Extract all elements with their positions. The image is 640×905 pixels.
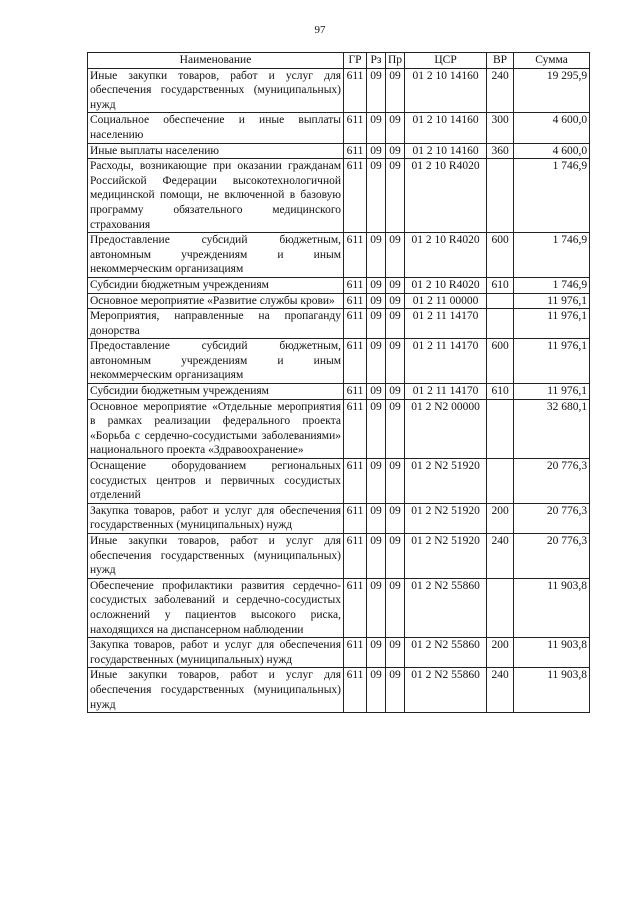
- row-rz: 09: [367, 339, 386, 384]
- row-pr: 09: [386, 339, 405, 384]
- row-csr: 01 2 10 R4020: [405, 159, 487, 233]
- table-row: [88, 233, 590, 278]
- row-csr: 01 2 11 14170: [405, 339, 487, 384]
- row-name: Иные закупки товаров, работ и услуг для обеспечения государственных (муниципальных) нужд: [88, 534, 344, 579]
- row-csr: 01 2 10 14160: [405, 68, 487, 113]
- row-rz: 09: [367, 459, 386, 504]
- row-name: Иные выплаты населению: [88, 143, 344, 159]
- row-vr: 200: [487, 638, 514, 668]
- header-csr: ЦСР: [405, 53, 487, 69]
- row-rz: 09: [367, 113, 386, 143]
- row-pr: 09: [386, 309, 405, 339]
- row-rz: 09: [367, 638, 386, 668]
- row-name: Обеспечение профилактики развития сердечно-сосудистых заболеваний и сердечно-сосудистых осложнений у пациентов высокого риска, находящихся на диспансерном наблюдении: [88, 578, 344, 637]
- row-name: Иные закупки товаров, работ и услуг для обеспечения государственных (муниципальных) нужд: [88, 68, 344, 113]
- row-gr: 611: [344, 159, 367, 233]
- row-gr: 611: [344, 113, 367, 143]
- row-pr: 09: [386, 233, 405, 278]
- row-pr: 09: [386, 159, 405, 233]
- row-name: Субсидии бюджетным учреждениям: [88, 277, 344, 293]
- row-sum: 4 600,0: [514, 143, 590, 159]
- row-csr: 01 2 10 R4020: [405, 277, 487, 293]
- row-name: Основное мероприятие «Развитие службы крови»: [88, 293, 344, 309]
- row-vr: [487, 399, 514, 458]
- row-csr: 01 2 N2 00000: [405, 399, 487, 458]
- table-header-row: [88, 53, 590, 69]
- table-row: [88, 309, 590, 339]
- row-pr: 09: [386, 143, 405, 159]
- row-rz: 09: [367, 309, 386, 339]
- table-row: [88, 113, 590, 143]
- row-gr: 611: [344, 578, 367, 637]
- row-rz: 09: [367, 578, 386, 637]
- row-rz: 09: [367, 277, 386, 293]
- row-name: Закупка товаров, работ и услуг для обеспечения государственных (муниципальных) нужд: [88, 503, 344, 533]
- header-vr: ВР: [487, 53, 514, 69]
- header-name: Наименование: [88, 53, 344, 69]
- table-row: [88, 638, 590, 668]
- row-vr: 600: [487, 233, 514, 278]
- row-pr: 09: [386, 277, 405, 293]
- row-name: Предоставление субсидий бюджетным, автономным учреждениям и иным некоммерческим организациям: [88, 339, 344, 384]
- row-sum: 32 680,1: [514, 399, 590, 458]
- row-vr: 610: [487, 277, 514, 293]
- row-pr: 09: [386, 459, 405, 504]
- row-gr: 611: [344, 384, 367, 400]
- row-gr: 611: [344, 459, 367, 504]
- row-name: Основное мероприятие «Отдельные мероприятия в рамках реализации федерального проекта «Борьба с сердечно-сосудистыми заболеваниями» национального проекта «Здравоохранение»: [88, 399, 344, 458]
- row-pr: 09: [386, 503, 405, 533]
- row-name: Социальное обеспечение и иные выплаты населению: [88, 113, 344, 143]
- table-row: [88, 399, 590, 458]
- row-vr: 360: [487, 143, 514, 159]
- header-pr: Пр: [386, 53, 405, 69]
- table-row: [88, 384, 590, 400]
- row-pr: 09: [386, 384, 405, 400]
- row-csr: 01 2 N2 51920: [405, 534, 487, 579]
- row-csr: 01 2 N2 51920: [405, 459, 487, 504]
- row-gr: 611: [344, 309, 367, 339]
- row-vr: 300: [487, 113, 514, 143]
- row-pr: 09: [386, 68, 405, 113]
- row-pr: 09: [386, 113, 405, 143]
- row-rz: 09: [367, 503, 386, 533]
- row-csr: 01 2 11 14170: [405, 384, 487, 400]
- row-pr: 09: [386, 668, 405, 713]
- row-vr: [487, 578, 514, 637]
- row-gr: 611: [344, 68, 367, 113]
- row-sum: 11 976,1: [514, 339, 590, 384]
- table-row: [88, 293, 590, 309]
- row-rz: 09: [367, 384, 386, 400]
- row-csr: 01 2 N2 51920: [405, 503, 487, 533]
- row-sum: 11 976,1: [514, 384, 590, 400]
- row-rz: 09: [367, 143, 386, 159]
- row-name: Предоставление субсидий бюджетным, автономным учреждениям и иным некоммерческим организациям: [88, 233, 344, 278]
- row-rz: 09: [367, 159, 386, 233]
- row-vr: 240: [487, 68, 514, 113]
- table-row: [88, 459, 590, 504]
- row-pr: 09: [386, 293, 405, 309]
- row-name: Мероприятия, направленные на пропаганду донорства: [88, 309, 344, 339]
- row-vr: 240: [487, 534, 514, 579]
- row-vr: [487, 159, 514, 233]
- table-row: [88, 159, 590, 233]
- row-rz: 09: [367, 293, 386, 309]
- table-row: [88, 143, 590, 159]
- row-pr: 09: [386, 578, 405, 637]
- row-vr: 610: [487, 384, 514, 400]
- row-sum: 1 746,9: [514, 277, 590, 293]
- table-row: [88, 503, 590, 533]
- table-row: [88, 277, 590, 293]
- row-csr: 01 2 N2 55860: [405, 578, 487, 637]
- table-row: [88, 668, 590, 713]
- row-sum: 11 903,8: [514, 668, 590, 713]
- row-gr: 611: [344, 534, 367, 579]
- table-row: [88, 578, 590, 637]
- row-vr: 200: [487, 503, 514, 533]
- row-rz: 09: [367, 668, 386, 713]
- row-gr: 611: [344, 638, 367, 668]
- table-row: [88, 339, 590, 384]
- row-sum: 11 976,1: [514, 293, 590, 309]
- row-sum: 20 776,3: [514, 503, 590, 533]
- row-vr: [487, 459, 514, 504]
- row-name: Закупка товаров, работ и услуг для обеспечения государственных (муниципальных) нужд: [88, 638, 344, 668]
- row-sum: 11 903,8: [514, 638, 590, 668]
- header-gr: ГР: [344, 53, 367, 69]
- row-vr: [487, 309, 514, 339]
- row-sum: 1 746,9: [514, 159, 590, 233]
- row-sum: 4 600,0: [514, 113, 590, 143]
- table-row: [88, 68, 590, 113]
- row-csr: 01 2 10 14160: [405, 113, 487, 143]
- row-name: Оснащение оборудованием региональных сосудистых центров и первичных сосудистых отделений: [88, 459, 344, 504]
- row-rz: 09: [367, 399, 386, 458]
- row-vr: [487, 293, 514, 309]
- row-name: Субсидии бюджетным учреждениям: [88, 384, 344, 400]
- page-number: 97: [314, 24, 326, 36]
- row-gr: 611: [344, 143, 367, 159]
- row-sum: 20 776,3: [514, 534, 590, 579]
- row-gr: 611: [344, 277, 367, 293]
- header-rz: Рз: [367, 53, 386, 69]
- row-gr: 611: [344, 399, 367, 458]
- row-csr: 01 2 11 14170: [405, 309, 487, 339]
- row-csr: 01 2 10 R4020: [405, 233, 487, 278]
- row-csr: 01 2 N2 55860: [405, 638, 487, 668]
- row-sum: 11 903,8: [514, 578, 590, 637]
- row-sum: 20 776,3: [514, 459, 590, 504]
- row-name: Иные закупки товаров, работ и услуг для обеспечения государственных (муниципальных) нужд: [88, 668, 344, 713]
- row-csr: 01 2 N2 55860: [405, 668, 487, 713]
- row-rz: 09: [367, 68, 386, 113]
- row-sum: 1 746,9: [514, 233, 590, 278]
- row-gr: 611: [344, 339, 367, 384]
- row-vr: 600: [487, 339, 514, 384]
- row-pr: 09: [386, 638, 405, 668]
- row-rz: 09: [367, 534, 386, 579]
- table-row: [88, 534, 590, 579]
- row-gr: 611: [344, 293, 367, 309]
- row-vr: 240: [487, 668, 514, 713]
- row-rz: 09: [367, 233, 386, 278]
- row-gr: 611: [344, 503, 367, 533]
- row-gr: 611: [344, 233, 367, 278]
- row-pr: 09: [386, 399, 405, 458]
- row-csr: 01 2 11 00000: [405, 293, 487, 309]
- row-gr: 611: [344, 668, 367, 713]
- row-sum: 11 976,1: [514, 309, 590, 339]
- row-pr: 09: [386, 534, 405, 579]
- header-sum: Сумма: [514, 53, 590, 69]
- row-sum: 19 295,9: [514, 68, 590, 113]
- row-csr: 01 2 10 14160: [405, 143, 487, 159]
- budget-table: [87, 52, 590, 713]
- row-name: Расходы, возникающие при оказании гражданам Российской Федерации высокотехнологичной медицинской помощи, не включенной в базовую программу обязательного медицинского страхования: [88, 159, 344, 233]
